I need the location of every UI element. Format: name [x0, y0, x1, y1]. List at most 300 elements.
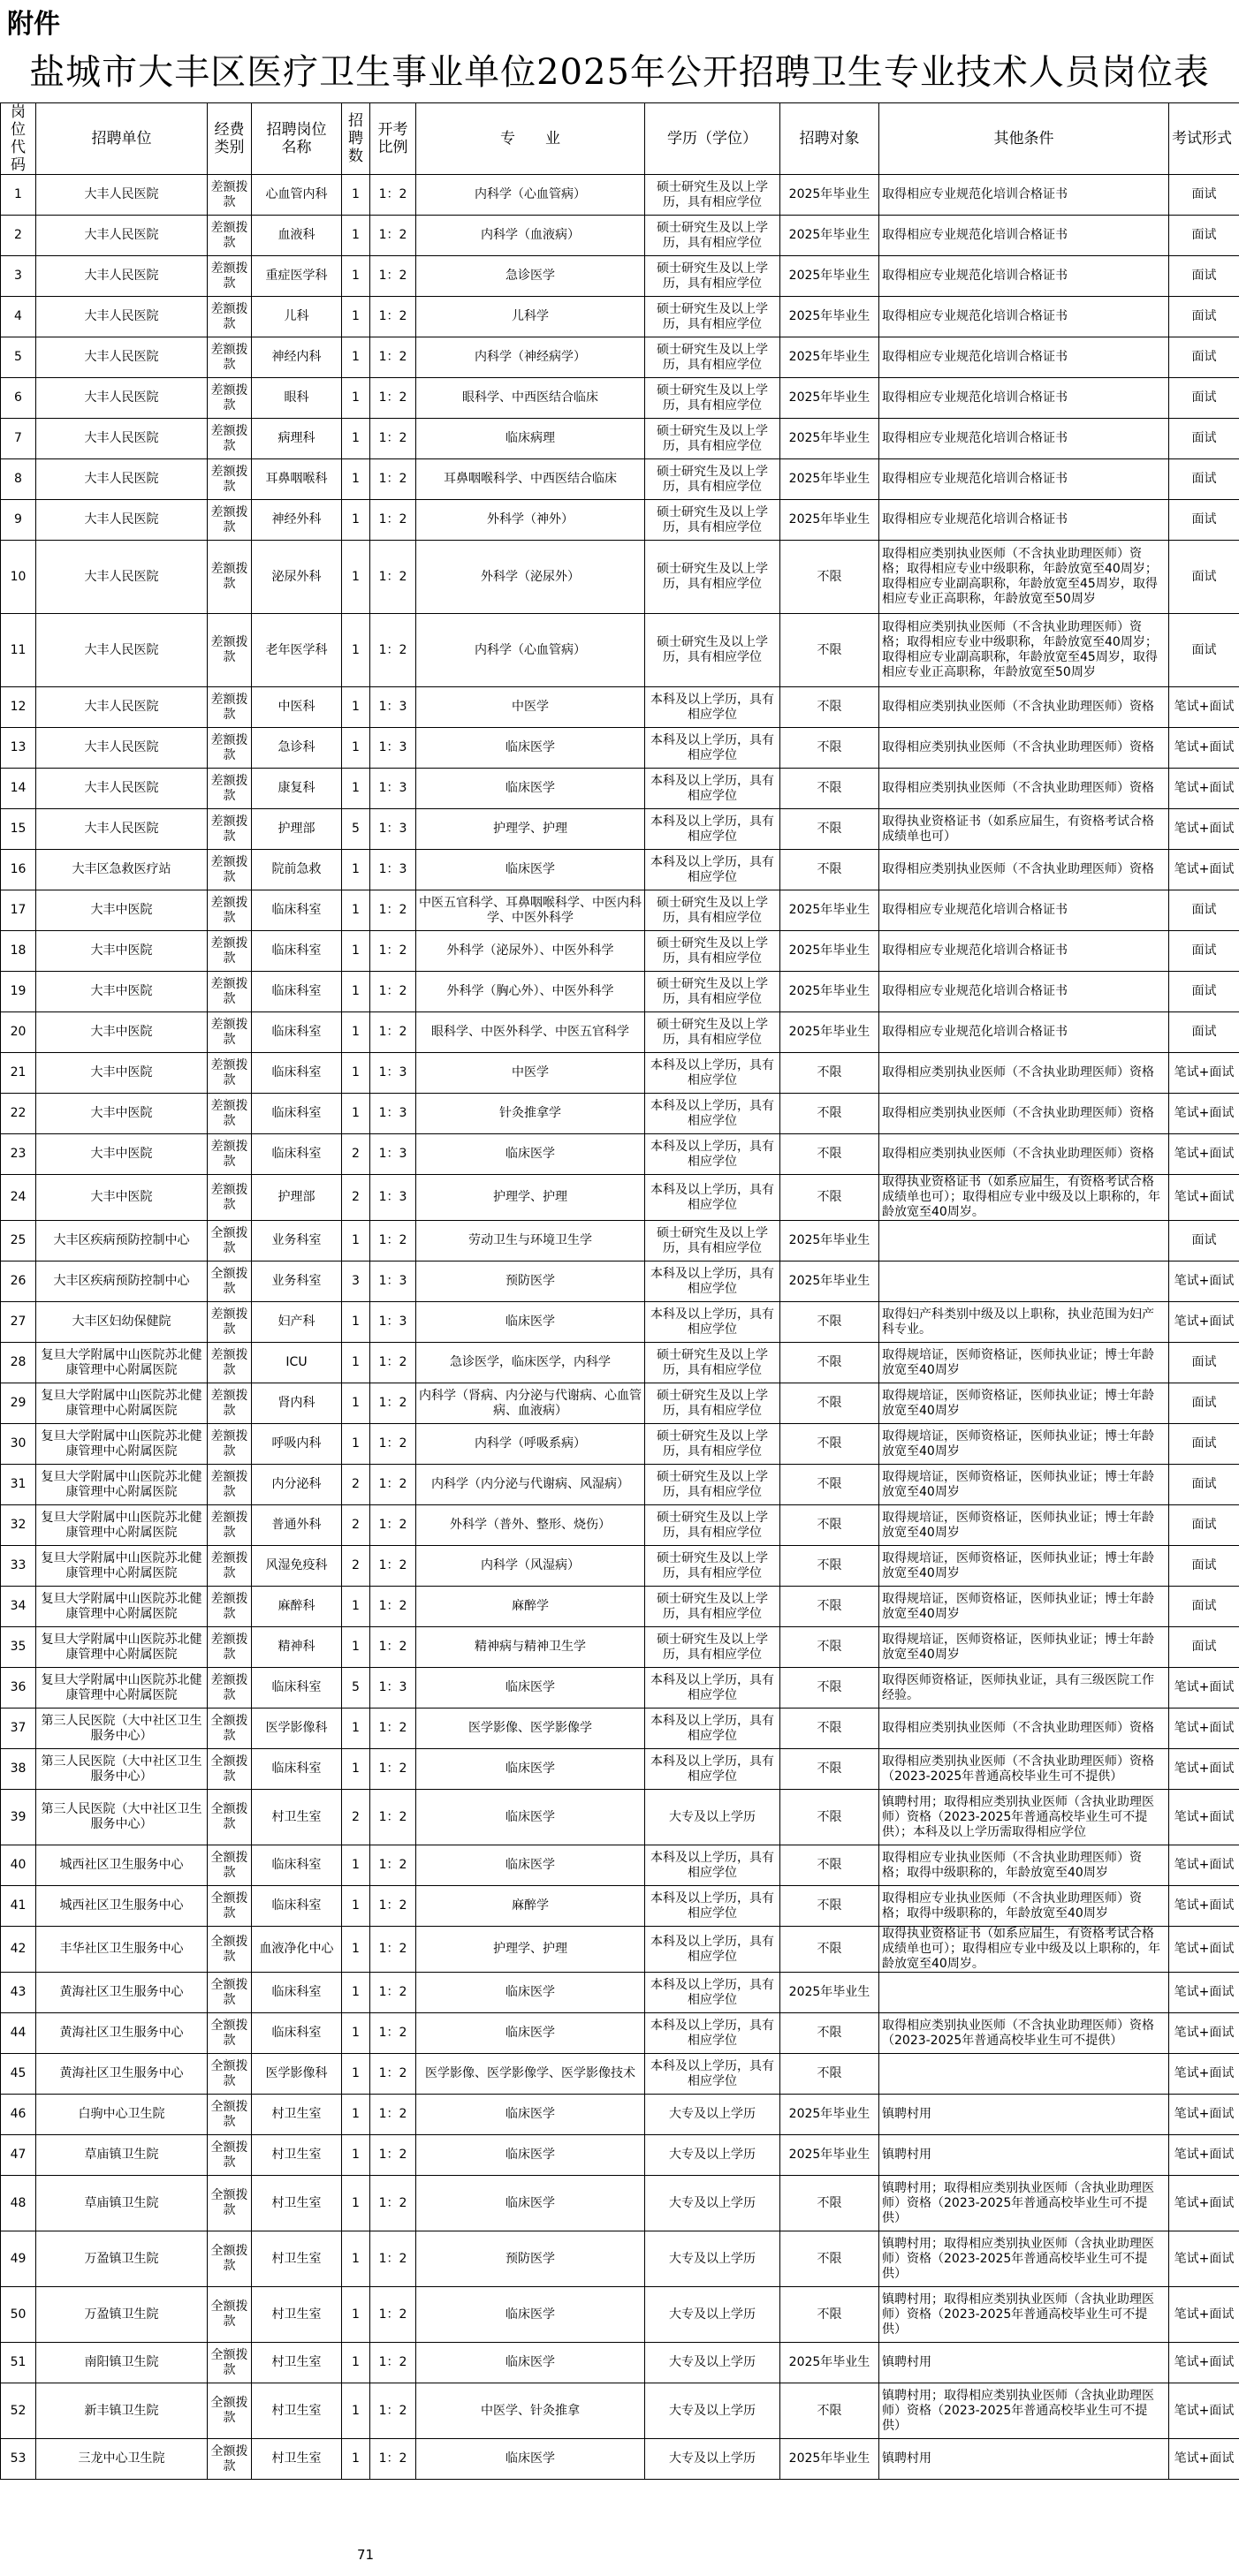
hire-count-cell: 1 — [342, 614, 370, 687]
recruit-target-cell: 不限 — [780, 1627, 879, 1668]
header-exam-form: 考试形式 — [1169, 103, 1239, 175]
post-name-cell: 临床科室 — [252, 972, 342, 1012]
recruit-target-cell: 不限 — [780, 850, 879, 890]
education-cell: 本科及以上学历，具有相应学位 — [645, 1094, 780, 1134]
education-cell: 本科及以上学历，具有相应学位 — [645, 1175, 780, 1221]
funding-type-cell: 差额拨款 — [208, 769, 252, 809]
table-row — [1, 2013, 1239, 2054]
education-cell: 硕士研究生及以上学历，具有相应学位 — [645, 175, 780, 216]
page-number: 71 — [357, 2547, 375, 2563]
position-code-cell: 5 — [1, 337, 36, 378]
position-code-cell: 32 — [1, 1505, 36, 1546]
major-cell: 临床医学 — [416, 1973, 645, 2013]
positions-table — [0, 102, 1239, 2480]
exam-form-cell: 笔试+面试 — [1169, 1927, 1239, 1973]
exam-form-cell: 笔试+面试 — [1169, 1302, 1239, 1343]
exam-form-cell: 笔试+面试 — [1169, 769, 1239, 809]
education-cell: 硕士研究生及以上学历，具有相应学位 — [645, 972, 780, 1012]
hire-count-cell: 1 — [342, 216, 370, 256]
recruit-target-cell: 不限 — [780, 2176, 879, 2231]
funding-type-cell: 差额拨款 — [208, 1175, 252, 1221]
unit-name-cell: 大丰中医院 — [36, 931, 208, 972]
other-conditions-cell: 镇聘村用 — [879, 2095, 1169, 2135]
education-cell: 硕士研究生及以上学历，具有相应学位 — [645, 1343, 780, 1383]
unit-name-cell: 大丰中医院 — [36, 890, 208, 931]
funding-type-cell: 差额拨款 — [208, 1094, 252, 1134]
other-conditions-cell: 镇聘村用 — [879, 2343, 1169, 2383]
hire-count-cell: 1 — [342, 256, 370, 297]
header-education: 学历（学位） — [645, 103, 780, 175]
exam-ratio-cell: 1：2 — [370, 1627, 416, 1668]
major-cell: 眼科学、中西医结合临床 — [416, 378, 645, 419]
other-conditions-cell: 取得相应类别执业医师（不含执业助理医师）资格 — [879, 687, 1169, 728]
other-conditions-cell: 取得相应专业规范化培训合格证书 — [879, 459, 1169, 500]
post-name-cell: 村卫生室 — [252, 2135, 342, 2176]
hire-count-cell: 1 — [342, 459, 370, 500]
funding-type-cell: 差额拨款 — [208, 1505, 252, 1546]
hire-count-cell: 2 — [342, 1546, 370, 1587]
recruit-target-cell: 不限 — [780, 614, 879, 687]
other-conditions-cell: 取得相应专业规范化培训合格证书 — [879, 419, 1169, 459]
table-row — [1, 1424, 1239, 1465]
education-cell: 硕士研究生及以上学历，具有相应学位 — [645, 1546, 780, 1587]
exam-ratio-cell: 1：3 — [370, 728, 416, 769]
post-name-cell: 神经内科 — [252, 337, 342, 378]
education-cell: 本科及以上学历，具有相应学位 — [645, 2054, 780, 2095]
major-cell: 临床医学 — [416, 2135, 645, 2176]
recruit-target-cell: 2025年毕业生 — [780, 972, 879, 1012]
other-conditions-cell: 取得执业资格证书（如系应届生，有资格考试合格成绩单也可） — [879, 809, 1169, 850]
exam-form-cell: 笔试+面试 — [1169, 2013, 1239, 2054]
post-name-cell: 临床科室 — [252, 1886, 342, 1927]
exam-form-cell: 笔试+面试 — [1169, 1708, 1239, 1749]
education-cell: 本科及以上学历，具有相应学位 — [645, 1261, 780, 1302]
funding-type-cell: 差额拨款 — [208, 1668, 252, 1708]
hire-count-cell: 1 — [342, 1749, 370, 1790]
post-name-cell: 老年医学科 — [252, 614, 342, 687]
post-name-cell: 护理部 — [252, 809, 342, 850]
exam-ratio-cell: 1：2 — [370, 1886, 416, 1927]
position-code-cell: 14 — [1, 769, 36, 809]
exam-form-cell: 面试 — [1169, 175, 1239, 216]
position-code-cell: 35 — [1, 1627, 36, 1668]
hire-count-cell: 1 — [342, 1343, 370, 1383]
unit-name-cell: 万盈镇卫生院 — [36, 2287, 208, 2343]
hire-count-cell: 1 — [342, 890, 370, 931]
education-cell: 本科及以上学历，具有相应学位 — [645, 687, 780, 728]
exam-form-cell: 面试 — [1169, 541, 1239, 614]
unit-name-cell: 白驹中心卫生院 — [36, 2095, 208, 2135]
education-cell: 本科及以上学历，具有相应学位 — [645, 1053, 780, 1094]
funding-type-cell: 差额拨款 — [208, 541, 252, 614]
exam-ratio-cell: 1：3 — [370, 1302, 416, 1343]
other-conditions-cell: 取得执业资格证书（如系应届生，有资格考试合格成绩单也可）；取得相应专业中级及以上职称的，年龄放宽至40周岁。 — [879, 1175, 1169, 1221]
other-conditions-cell: 取得相应专业规范化培训合格证书 — [879, 297, 1169, 337]
unit-name-cell: 大丰区疾病预防控制中心 — [36, 1261, 208, 1302]
major-cell: 外科学（胸心外）、中医外科学 — [416, 972, 645, 1012]
post-name-cell: 儿科 — [252, 297, 342, 337]
recruit-target-cell: 不限 — [780, 1927, 879, 1973]
recruit-target-cell: 不限 — [780, 687, 879, 728]
exam-ratio-cell: 1：2 — [370, 972, 416, 1012]
exam-form-cell: 笔试+面试 — [1169, 687, 1239, 728]
unit-name-cell: 城西社区卫生服务中心 — [36, 1886, 208, 1927]
exam-ratio-cell: 1：3 — [370, 1053, 416, 1094]
hire-count-cell: 2 — [342, 1505, 370, 1546]
exam-ratio-cell: 1：2 — [370, 1221, 416, 1261]
major-cell: 内科学（心血管病） — [416, 175, 645, 216]
education-cell: 硕士研究生及以上学历，具有相应学位 — [645, 614, 780, 687]
unit-name-cell: 大丰中医院 — [36, 1175, 208, 1221]
unit-name-cell: 大丰人民医院 — [36, 419, 208, 459]
recruit-target-cell: 2025年毕业生 — [780, 256, 879, 297]
post-name-cell: 临床科室 — [252, 1053, 342, 1094]
education-cell: 本科及以上学历，具有相应学位 — [645, 1973, 780, 2013]
hire-count-cell: 1 — [342, 1383, 370, 1424]
hire-count-cell: 1 — [342, 541, 370, 614]
page-title: 盐城市大丰区医疗卫生事业单位2025年公开招聘卫生专业技术人员岗位表 — [29, 52, 1210, 93]
unit-name-cell: 南阳镇卫生院 — [36, 2343, 208, 2383]
position-code-cell: 51 — [1, 2343, 36, 2383]
post-name-cell: 临床科室 — [252, 1973, 342, 2013]
major-cell: 麻醉学 — [416, 1587, 645, 1627]
other-conditions-cell: 镇聘村用 — [879, 2439, 1169, 2480]
exam-form-cell: 面试 — [1169, 1012, 1239, 1053]
other-conditions-cell: 取得规培证，医师资格证，医师执业证；博士年龄放宽至40周岁 — [879, 1505, 1169, 1546]
unit-name-cell: 黄海社区卫生服务中心 — [36, 2013, 208, 2054]
unit-name-cell: 复旦大学附属中山医院苏北健康管理中心附属医院 — [36, 1424, 208, 1465]
unit-name-cell: 大丰中医院 — [36, 1053, 208, 1094]
major-cell: 内科学（风湿病） — [416, 1546, 645, 1587]
funding-type-cell: 全额拨款 — [208, 2343, 252, 2383]
position-code-cell: 20 — [1, 1012, 36, 1053]
header-funding: 经费 类别 — [208, 103, 252, 175]
table-header-row — [1, 103, 1239, 175]
unit-name-cell: 大丰人民医院 — [36, 297, 208, 337]
post-name-cell: 村卫生室 — [252, 2176, 342, 2231]
hire-count-cell: 2 — [342, 1790, 370, 1845]
table-row — [1, 1668, 1239, 1708]
unit-name-cell: 大丰中医院 — [36, 1094, 208, 1134]
education-cell: 大专及以上学历 — [645, 2176, 780, 2231]
table-row — [1, 256, 1239, 297]
major-cell: 临床医学 — [416, 1749, 645, 1790]
table-row — [1, 1505, 1239, 1546]
funding-type-cell: 全额拨款 — [208, 1221, 252, 1261]
hire-count-cell: 1 — [342, 1708, 370, 1749]
recruit-target-cell: 不限 — [780, 2287, 879, 2343]
recruit-target-cell: 不限 — [780, 1343, 879, 1383]
major-cell: 内科学（血液病） — [416, 216, 645, 256]
position-code-cell: 4 — [1, 297, 36, 337]
exam-ratio-cell: 1：3 — [370, 687, 416, 728]
hire-count-cell: 1 — [342, 2439, 370, 2480]
other-conditions-cell: 取得相应专业规范化培训合格证书 — [879, 931, 1169, 972]
other-conditions-cell: 取得相应专业规范化培训合格证书 — [879, 378, 1169, 419]
exam-ratio-cell: 1：2 — [370, 1708, 416, 1749]
funding-type-cell: 全额拨款 — [208, 1790, 252, 1845]
position-code-cell: 1 — [1, 175, 36, 216]
exam-ratio-cell: 1：2 — [370, 500, 416, 541]
position-code-cell: 30 — [1, 1424, 36, 1465]
education-cell: 本科及以上学历，具有相应学位 — [645, 1134, 780, 1175]
table-row — [1, 1343, 1239, 1383]
post-name-cell: 村卫生室 — [252, 2231, 342, 2287]
position-code-cell: 46 — [1, 2095, 36, 2135]
exam-form-cell: 面试 — [1169, 931, 1239, 972]
recruit-target-cell: 不限 — [780, 1886, 879, 1927]
exam-ratio-cell: 1：3 — [370, 809, 416, 850]
post-name-cell: 康复科 — [252, 769, 342, 809]
position-code-cell: 11 — [1, 614, 36, 687]
unit-name-cell: 黄海社区卫生服务中心 — [36, 2054, 208, 2095]
exam-form-cell: 笔试+面试 — [1169, 2176, 1239, 2231]
major-cell: 内科学（内分泌与代谢病、风湿病） — [416, 1465, 645, 1505]
exam-ratio-cell: 1：2 — [370, 1546, 416, 1587]
education-cell: 本科及以上学历，具有相应学位 — [645, 769, 780, 809]
unit-name-cell: 大丰中医院 — [36, 972, 208, 1012]
post-name-cell: 耳鼻咽喉科 — [252, 459, 342, 500]
education-cell: 大专及以上学历 — [645, 2135, 780, 2176]
major-cell: 精神病与精神卫生学 — [416, 1627, 645, 1668]
table-row — [1, 1886, 1239, 1927]
post-name-cell: 血液科 — [252, 216, 342, 256]
table-row — [1, 1587, 1239, 1627]
funding-type-cell: 全额拨款 — [208, 2287, 252, 2343]
exam-ratio-cell: 1：2 — [370, 419, 416, 459]
education-cell: 大专及以上学历 — [645, 2383, 780, 2439]
other-conditions-cell: 取得相应专业规范化培训合格证书 — [879, 1012, 1169, 1053]
exam-form-cell: 面试 — [1169, 1465, 1239, 1505]
table-row — [1, 614, 1239, 687]
major-cell: 中医学 — [416, 687, 645, 728]
exam-ratio-cell: 1：2 — [370, 175, 416, 216]
exam-form-cell: 笔试+面试 — [1169, 728, 1239, 769]
education-cell: 硕士研究生及以上学历，具有相应学位 — [645, 500, 780, 541]
funding-type-cell: 差额拨款 — [208, 1465, 252, 1505]
other-conditions-cell — [879, 1221, 1169, 1261]
table-row — [1, 1175, 1239, 1221]
exam-form-cell: 面试 — [1169, 500, 1239, 541]
other-conditions-cell: 取得相应类别执业医师（不含执业助理医师）资格 — [879, 1053, 1169, 1094]
exam-form-cell: 笔试+面试 — [1169, 2095, 1239, 2135]
major-cell: 临床医学 — [416, 850, 645, 890]
unit-name-cell: 大丰人民医院 — [36, 337, 208, 378]
funding-type-cell: 全额拨款 — [208, 1886, 252, 1927]
post-name-cell: 心血管内科 — [252, 175, 342, 216]
funding-type-cell: 差额拨款 — [208, 1343, 252, 1383]
post-name-cell: 内分泌科 — [252, 1465, 342, 1505]
major-cell: 临床医学 — [416, 769, 645, 809]
position-code-cell: 38 — [1, 1749, 36, 1790]
exam-form-cell: 面试 — [1169, 890, 1239, 931]
major-cell: 内科学（心血管病） — [416, 614, 645, 687]
hire-count-cell: 1 — [342, 337, 370, 378]
table-row — [1, 2343, 1239, 2383]
exam-form-cell: 面试 — [1169, 419, 1239, 459]
header-target: 招聘对象 — [780, 103, 879, 175]
post-name-cell: 神经外科 — [252, 500, 342, 541]
recruit-target-cell: 2025年毕业生 — [780, 2095, 879, 2135]
other-conditions-cell: 取得相应专业规范化培训合格证书 — [879, 337, 1169, 378]
education-cell: 本科及以上学历，具有相应学位 — [645, 1302, 780, 1343]
hire-count-cell: 1 — [342, 1973, 370, 2013]
table-row — [1, 1708, 1239, 1749]
unit-name-cell: 第三人民医院（大中社区卫生服务中心） — [36, 1790, 208, 1845]
major-cell: 临床医学 — [416, 1302, 645, 1343]
table-row — [1, 2054, 1239, 2095]
education-cell: 本科及以上学历，具有相应学位 — [645, 1927, 780, 1973]
other-conditions-cell: 取得相应专业规范化培训合格证书 — [879, 216, 1169, 256]
hire-count-cell: 1 — [342, 1221, 370, 1261]
exam-form-cell: 面试 — [1169, 1627, 1239, 1668]
major-cell: 外科学（普外、整形、烧伤） — [416, 1505, 645, 1546]
unit-name-cell: 大丰人民医院 — [36, 500, 208, 541]
exam-ratio-cell: 1：3 — [370, 1668, 416, 1708]
exam-ratio-cell: 1：2 — [370, 2054, 416, 2095]
other-conditions-cell: 取得相应类别执业医师（不含执业助理医师）资格；取得相应专业中级职称，年龄放宽至40周岁；取得相应专业副高职称，年龄放宽至45周岁，取得相应专业正高职称，年龄放宽至50周岁 — [879, 614, 1169, 687]
funding-type-cell: 全额拨款 — [208, 2135, 252, 2176]
position-code-cell: 48 — [1, 2176, 36, 2231]
exam-form-cell: 笔试+面试 — [1169, 1749, 1239, 1790]
funding-type-cell: 全额拨款 — [208, 1749, 252, 1790]
exam-form-cell: 面试 — [1169, 972, 1239, 1012]
other-conditions-cell: 取得相应类别执业医师（不含执业助理医师）资格 — [879, 1708, 1169, 1749]
table-row — [1, 2231, 1239, 2287]
table-row — [1, 378, 1239, 419]
exam-ratio-cell: 1：2 — [370, 1973, 416, 2013]
major-cell: 耳鼻咽喉科学、中西医结合临床 — [416, 459, 645, 500]
exam-ratio-cell: 1：2 — [370, 1790, 416, 1845]
table-row — [1, 419, 1239, 459]
recruit-target-cell: 2025年毕业生 — [780, 931, 879, 972]
header-code: 岗位 代码 — [1, 103, 36, 175]
post-name-cell: 妇产科 — [252, 1302, 342, 1343]
position-code-cell: 44 — [1, 2013, 36, 2054]
table-row — [1, 2135, 1239, 2176]
exam-form-cell: 笔试+面试 — [1169, 1094, 1239, 1134]
funding-type-cell: 差额拨款 — [208, 337, 252, 378]
funding-type-cell: 全额拨款 — [208, 1708, 252, 1749]
exam-form-cell: 面试 — [1169, 1343, 1239, 1383]
exam-ratio-cell: 1：2 — [370, 216, 416, 256]
recruit-target-cell: 不限 — [780, 1749, 879, 1790]
exam-ratio-cell: 1：3 — [370, 1261, 416, 1302]
other-conditions-cell: 取得相应类别执业医师（不含执业助理医师）资格 — [879, 769, 1169, 809]
table-row — [1, 1927, 1239, 1973]
major-cell: 麻醉学 — [416, 1886, 645, 1927]
position-code-cell: 52 — [1, 2383, 36, 2439]
exam-form-cell: 面试 — [1169, 1546, 1239, 1587]
other-conditions-cell: 取得相应类别执业医师（不含执业助理医师）资格 — [879, 850, 1169, 890]
hire-count-cell: 1 — [342, 2343, 370, 2383]
exam-form-cell: 笔试+面试 — [1169, 1845, 1239, 1886]
exam-form-cell: 笔试+面试 — [1169, 1886, 1239, 1927]
exam-ratio-cell: 1：2 — [370, 1012, 416, 1053]
recruit-target-cell: 不限 — [780, 1465, 879, 1505]
unit-name-cell: 新丰镇卫生院 — [36, 2383, 208, 2439]
exam-ratio-cell: 1：2 — [370, 614, 416, 687]
table-row — [1, 1845, 1239, 1886]
funding-type-cell: 差额拨款 — [208, 1053, 252, 1094]
exam-ratio-cell: 1：2 — [370, 1383, 416, 1424]
exam-form-cell: 面试 — [1169, 1424, 1239, 1465]
recruit-target-cell: 不限 — [780, 1175, 879, 1221]
unit-name-cell: 丰华社区卫生服务中心 — [36, 1927, 208, 1973]
other-conditions-cell: 取得相应类别执业医师（不含执业助理医师）资格 — [879, 1094, 1169, 1134]
recruit-target-cell: 不限 — [780, 1587, 879, 1627]
unit-name-cell: 大丰人民医院 — [36, 687, 208, 728]
unit-name-cell: 大丰中医院 — [36, 1012, 208, 1053]
unit-name-cell: 三龙中心卫生院 — [36, 2439, 208, 2480]
position-code-cell: 26 — [1, 1261, 36, 1302]
recruit-target-cell: 不限 — [780, 1302, 879, 1343]
other-conditions-cell: 取得妇产科类别中级及以上职称，执业范围为妇产科专业。 — [879, 1302, 1169, 1343]
recruit-target-cell: 不限 — [780, 809, 879, 850]
education-cell: 本科及以上学历，具有相应学位 — [645, 809, 780, 850]
post-name-cell: 重症医学科 — [252, 256, 342, 297]
major-cell: 外科学（神外） — [416, 500, 645, 541]
major-cell: 儿科学 — [416, 297, 645, 337]
major-cell: 劳动卫生与环境卫生学 — [416, 1221, 645, 1261]
exam-form-cell: 面试 — [1169, 459, 1239, 500]
post-name-cell: 临床科室 — [252, 890, 342, 931]
unit-name-cell: 城西社区卫生服务中心 — [36, 1845, 208, 1886]
major-cell: 护理学、护理 — [416, 1175, 645, 1221]
hire-count-cell: 3 — [342, 1261, 370, 1302]
exam-form-cell: 笔试+面试 — [1169, 1053, 1239, 1094]
funding-type-cell: 差额拨款 — [208, 1302, 252, 1343]
major-cell: 临床病理 — [416, 419, 645, 459]
funding-type-cell: 差额拨款 — [208, 728, 252, 769]
funding-type-cell: 全额拨款 — [208, 2054, 252, 2095]
exam-form-cell: 笔试+面试 — [1169, 2231, 1239, 2287]
position-code-cell: 6 — [1, 378, 36, 419]
recruit-target-cell: 2025年毕业生 — [780, 2135, 879, 2176]
recruit-target-cell: 不限 — [780, 1505, 879, 1546]
education-cell: 硕士研究生及以上学历，具有相应学位 — [645, 931, 780, 972]
other-conditions-cell: 取得规培证，医师资格证，医师执业证；博士年龄放宽至40周岁 — [879, 1465, 1169, 1505]
table-row — [1, 1261, 1239, 1302]
funding-type-cell: 差额拨款 — [208, 809, 252, 850]
exam-form-cell: 笔试+面试 — [1169, 850, 1239, 890]
exam-form-cell: 面试 — [1169, 1221, 1239, 1261]
unit-name-cell: 大丰区疾病预防控制中心 — [36, 1221, 208, 1261]
other-conditions-cell: 镇聘村用；取得相应类别执业医师（含执业助理医师）资格（2023-2025年普通高校毕业生可不提供） — [879, 2231, 1169, 2287]
recruit-target-cell: 不限 — [780, 1790, 879, 1845]
position-code-cell: 53 — [1, 2439, 36, 2480]
exam-form-cell: 笔试+面试 — [1169, 1790, 1239, 1845]
position-code-cell: 7 — [1, 419, 36, 459]
hire-count-cell: 1 — [342, 1845, 370, 1886]
major-cell: 医学影像、医学影像学、医学影像技术 — [416, 2054, 645, 2095]
funding-type-cell: 全额拨款 — [208, 1927, 252, 1973]
hire-count-cell: 1 — [342, 2383, 370, 2439]
other-conditions-cell: 取得规培证，医师资格证，医师执业证；博士年龄放宽至40周岁 — [879, 1627, 1169, 1668]
major-cell: 临床医学 — [416, 2013, 645, 2054]
unit-name-cell: 大丰人民医院 — [36, 541, 208, 614]
position-code-cell: 17 — [1, 890, 36, 931]
funding-type-cell: 差额拨款 — [208, 1012, 252, 1053]
recruit-target-cell: 不限 — [780, 2383, 879, 2439]
hire-count-cell: 1 — [342, 1587, 370, 1627]
table-row — [1, 1627, 1239, 1668]
position-code-cell: 10 — [1, 541, 36, 614]
funding-type-cell: 差额拨款 — [208, 614, 252, 687]
other-conditions-cell: 镇聘村用；取得相应类别执业医师（含执业助理医师）资格（2023-2025年普通高校毕业生可不提供） — [879, 2383, 1169, 2439]
education-cell: 硕士研究生及以上学历，具有相应学位 — [645, 419, 780, 459]
major-cell: 外科学（泌尿外） — [416, 541, 645, 614]
